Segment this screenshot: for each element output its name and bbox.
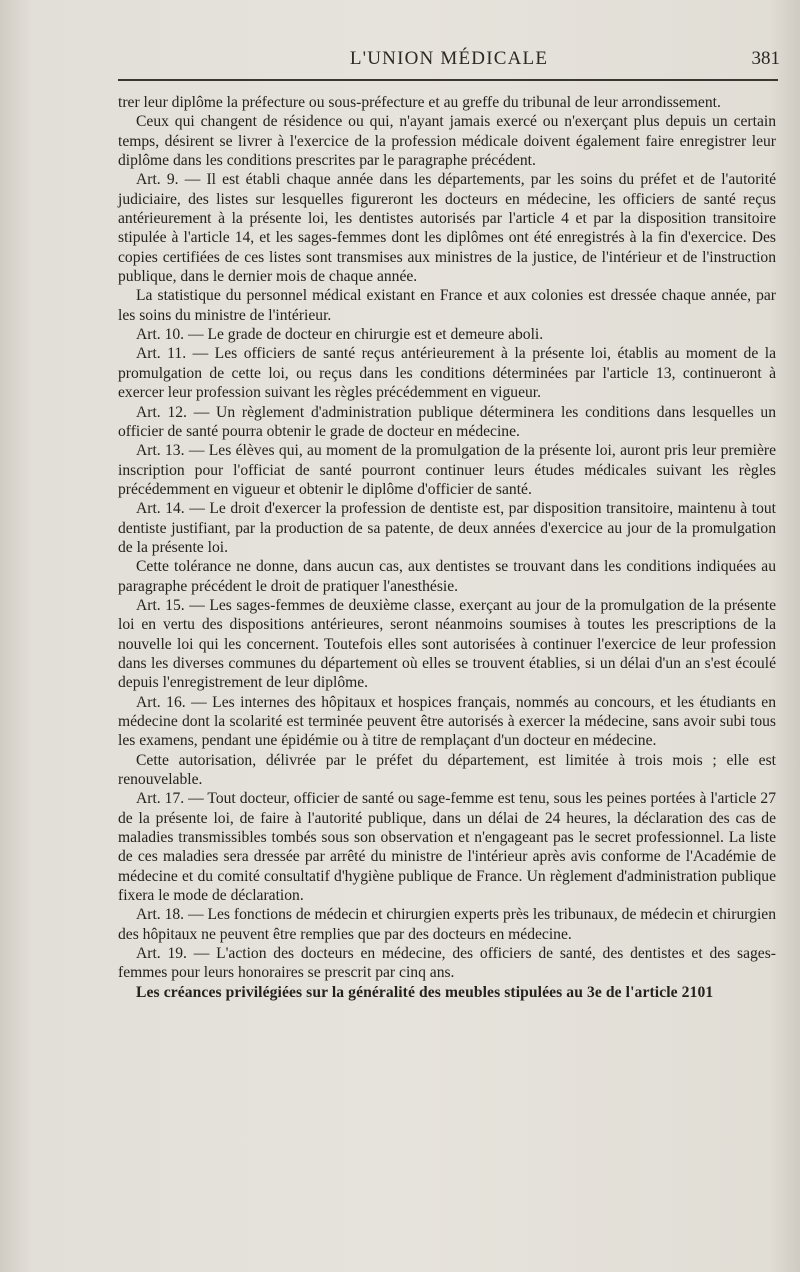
page-number: 381 [751, 48, 780, 69]
article-13: Art. 13. — Les élèves qui, au moment de la promulgation de la présente loi, auront pris leur première inscription pour l'officiat de santé pourront continuer leurs études médicales suivant les règles précédemment en vigueur et obtenir le diplôme d'officier de santé. [118, 442, 776, 498]
paragraph: Ceux qui changent de résidence ou qui, n'ayant jamais exercé ou n'exerçant plus depuis un certain temps, désirent se livrer à l'exercice de la profession médicale doivent également faire enregistrer leur diplôme dans les conditions prescrites par le paragraphe précédent. [118, 113, 776, 170]
article-9: Art. 9. — Il est établi chaque année dans les départements, par les soins du préfet et de l'autorité judiciaire, des listes sur lesquelles figureront les docteurs en médecine, les officiers de santé reçus antérieurement à la présente loi, les dentistes autorisés par l'article 4 et par la disposition transitoire stipulée à l'article 14, et les sages-femmes dont les diplômes ont été enregistrés à la fin d'exercice. Des copies certifiées de ces listes sont transmises aux ministres de la justice, de l'intérieur et de l'instruction publique, dans le dernier mois de chaque année. [118, 171, 776, 286]
paragraph: Cette tolérance ne donne, dans aucun cas, aux dentistes se trouvant dans les conditions indiquées au paragraphe précédent le droit de pratiquer l'anesthésie. [118, 558, 776, 595]
body-text [118, 93, 776, 1002]
paragraph-continuation: trer leur diplôme la préfecture ou sous-préfecture et au greffe du tribunal de leur arrondissement. [118, 94, 721, 111]
article-17: Art. 17. — Tout docteur, officier de santé ou sage-femme est tenu, sous les peines portées à l'article 27 de la présente loi, de faire à l'autorité publique, dans un délai de 24 heures, la déclaration des cas de maladies transmissibles tombés sous son observation et n'engageant pas le secret professionnel. La liste de ces maladies sera dressée par arrêté du ministre de l'intérieur après avis conforme de l'Académie de médecine et du comité consultatif d'hygiène publique de France. Un règlement d'administration publique fixera le mode de déclaration. [118, 790, 776, 905]
header-rule [118, 79, 778, 81]
article-19: Art. 19. — L'action des docteurs en médecine, des officiers de santé, des dentistes et des sages-femmes pour leurs honoraires se prescrit par cinq ans. [118, 945, 776, 982]
article-11: Art. 11. — Les officiers de santé reçus antérieurement à la présente loi, établis au moment de la promulgation de cette loi, ou reçus dans les conditions déterminées par l'article 13, continueront à exercer leur profession suivant les règles précédemment en vigueur. [118, 345, 776, 402]
paragraph: Cette autorisation, délivrée par le préfet du département, est limitée à trois mois ; elle est renouvelable. [118, 751, 776, 789]
article-16: Art. 16. — Les internes des hôpitaux et hospices français, nommés au concours, et les étudiants en médecine dont la scolarité est terminée peuvent être autorisés à exercer la médecine, sans avoir subi tous les examens, pendant une épidémie ou à titre de remplaçant d'un docteur en médecine. [118, 693, 776, 750]
paragraph-last: Les créances privilégiées sur la généralité des meubles stipulées au 3e de l'article 2101 [136, 983, 714, 1001]
running-head: L'UNION MÉDICALE [349, 48, 549, 69]
article-14: Art. 14. — Le droit d'exercer la profession de dentiste est, par disposition transitoire, maintenu à tout dentiste justifiant, par la production de sa patente, de deux années d'exercice au jour de la promulgation de la présente loi. [118, 500, 776, 556]
article-12: Art. 12. — Un règlement d'administration publique déterminera les conditions dans lesquelles un officier de santé pourra obtenir le grade de docteur en médecine. [118, 403, 776, 440]
article-15: Art. 15. — Les sages-femmes de deuxième classe, exerçant au jour de la promulgation de la présente loi en vertu des dispositions antérieures, seront néanmoins soumises à toutes les prescriptions de la nouvelle loi qui les concernent. Toutefois elles sont autorisées à continuer l'exercice de leur profession dans les diverses communes du département où elles se trouvent établies, si un délai d'un an s'est écoulé depuis l'enregistrement de leur diplôme. [118, 596, 776, 692]
page-header [118, 44, 780, 74]
paragraph: La statistique du personnel médical existant en France et aux colonies est dressée chaque année, par les soins du ministre de l'intérieur. [118, 287, 776, 324]
article-10: Art. 10. — Le grade de docteur en chirurgie est et demeure aboli. [136, 326, 544, 344]
article-18: Art. 18. — Les fonctions de médecin et chirurgien experts près les tribunaux, de médecin et chirurgien des hôpitaux ne peuvent être remplies que par des docteurs en médecine. [118, 906, 776, 943]
